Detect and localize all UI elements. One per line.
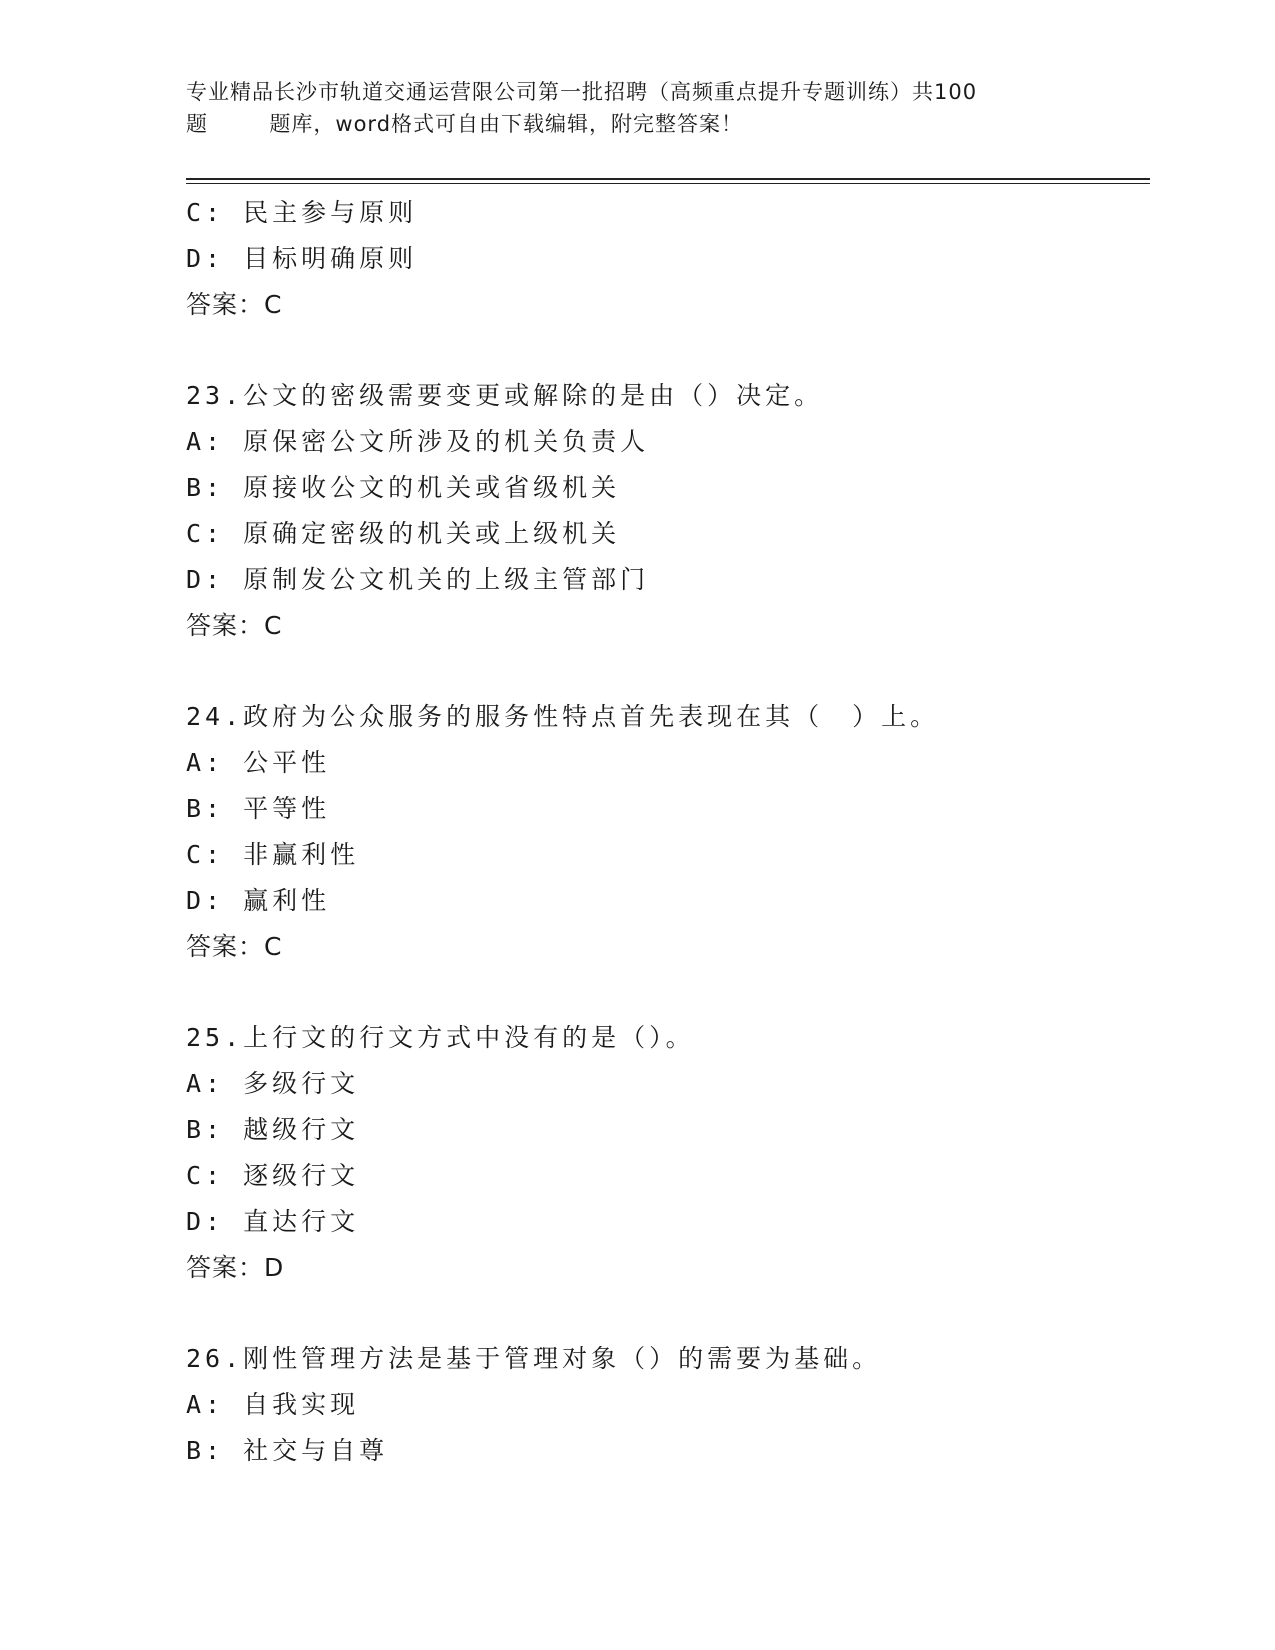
option-b: B: 原接收公文的机关或省级机关 [186, 473, 621, 502]
page-header [186, 76, 1086, 140]
question-26 [186, 1336, 1146, 1474]
option-c: C: 民主参与原则 [186, 198, 418, 227]
question-content [186, 190, 1146, 1474]
question-stem: 26.刚性管理方法是基于管理对象（）的需要为基础。 [186, 1344, 882, 1373]
option-c: C: 非赢利性 [186, 840, 360, 869]
option-d: D: 直达行文 [186, 1207, 360, 1236]
header-title-line-1: 专业精品长沙市轨道交通运营限公司第一批招聘（高频重点提升专题训练）共100 [186, 80, 978, 104]
answer-line: 答案：C [186, 290, 283, 319]
header-divider-thin [186, 183, 1150, 184]
option-d: D: 目标明确原则 [186, 244, 418, 273]
option-d: D: 原制发公文机关的上级主管部门 [186, 565, 650, 594]
answer-line: 答案：D [186, 1253, 285, 1282]
question-24 [186, 694, 1146, 970]
question-25 [186, 1015, 1146, 1291]
question-23 [186, 373, 1146, 649]
header-divider-thick [186, 178, 1150, 180]
option-b: B: 社交与自尊 [186, 1436, 389, 1465]
option-a: A: 自我实现 [186, 1390, 360, 1419]
option-a: A: 原保密公文所涉及的机关负责人 [186, 427, 650, 456]
option-c: C: 原确定密级的机关或上级机关 [186, 519, 621, 548]
question-stem: 23.公文的密级需要变更或解除的是由（）决定。 [186, 381, 824, 410]
option-b: B: 平等性 [186, 794, 331, 823]
question-stem: 24.政府为公众服务的服务性特点首先表现在其（ ）上。 [186, 702, 940, 731]
option-d: D: 赢利性 [186, 886, 331, 915]
answer-line: 答案：C [186, 611, 283, 640]
option-a: A: 公平性 [186, 748, 331, 777]
question-stem: 25.上行文的行文方式中没有的是（）。 [186, 1023, 695, 1052]
option-b: B: 越级行文 [186, 1115, 360, 1144]
question-block-continued [186, 190, 1146, 328]
option-a: A: 多级行文 [186, 1069, 360, 1098]
option-c: C: 逐级行文 [186, 1161, 360, 1190]
header-title-line-2: 题 题库，word格式可自由下载编辑，附完整答案！ [186, 112, 744, 136]
answer-line: 答案：C [186, 932, 283, 961]
